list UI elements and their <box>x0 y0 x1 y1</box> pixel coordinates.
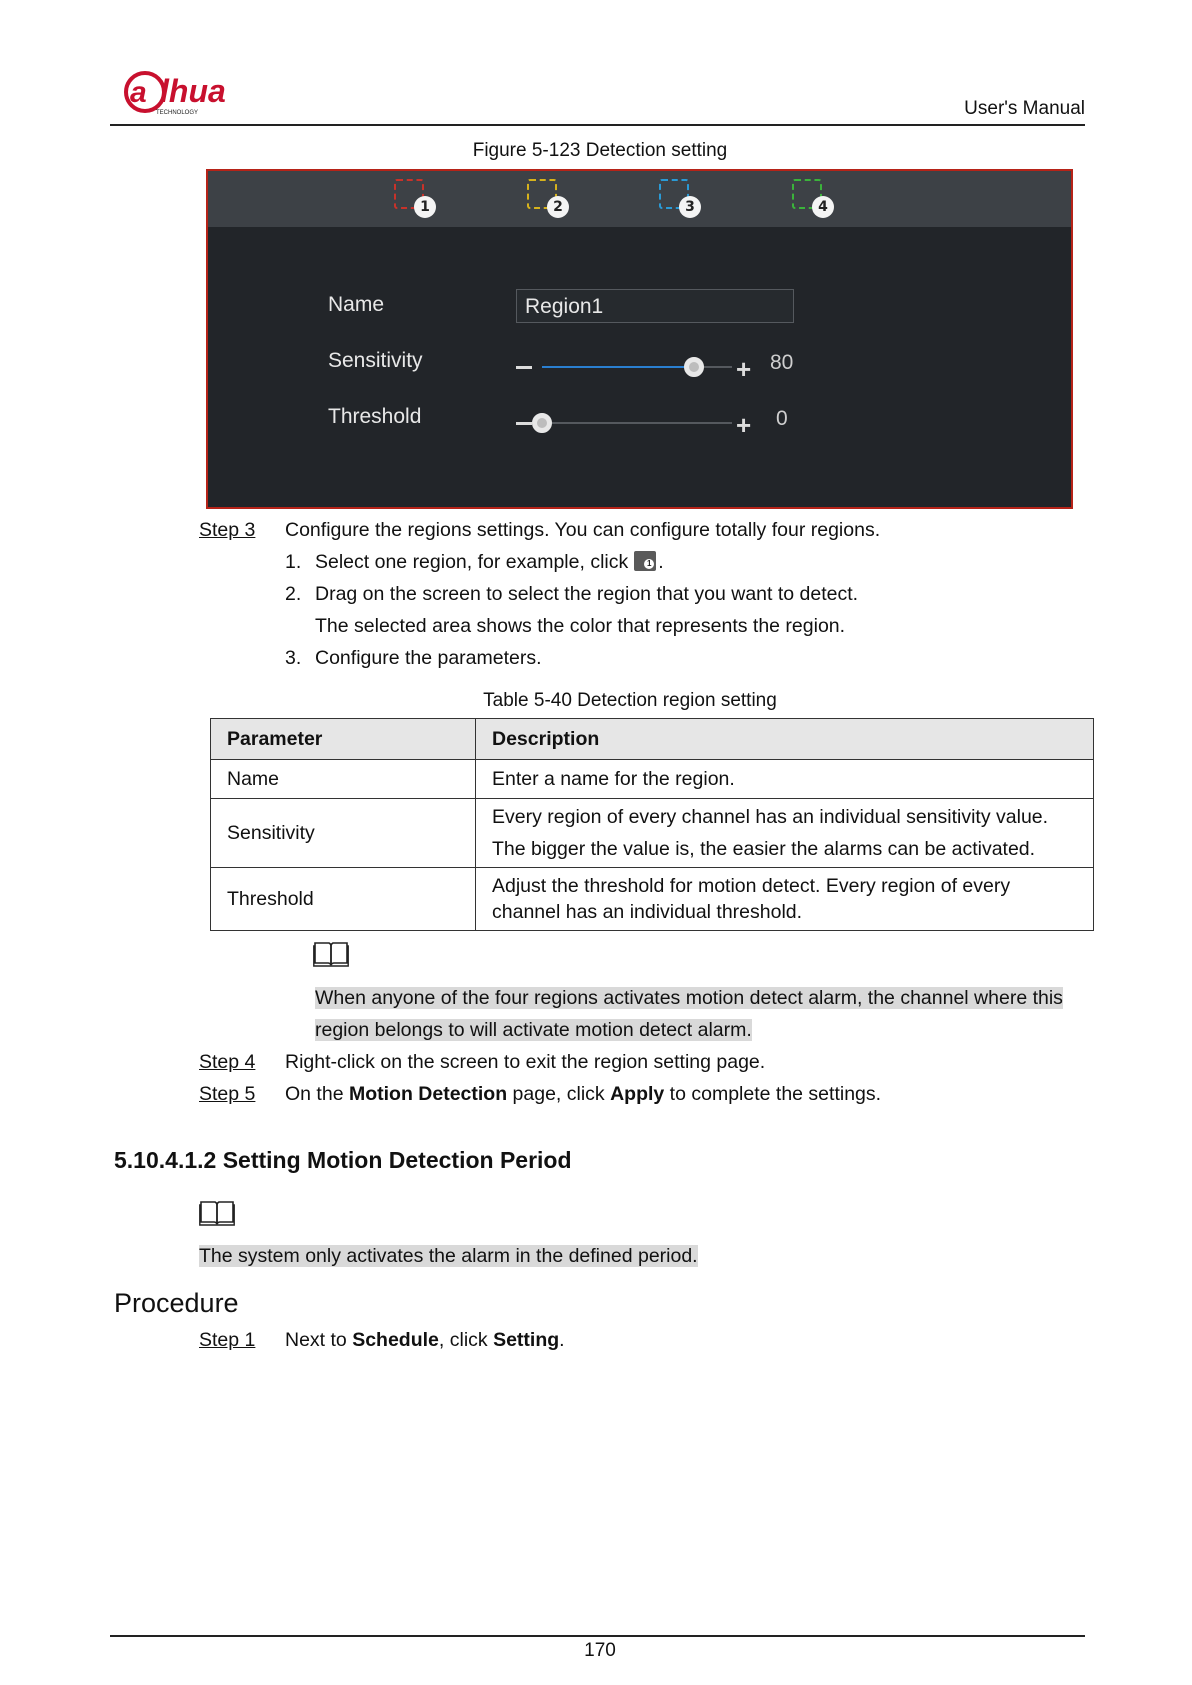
step5-text <box>285 1082 881 1106</box>
step3-item-3-num: 3. <box>285 647 302 669</box>
threshold-value: 0 <box>776 407 788 430</box>
step4-text: Right-click on the screen to exit the region setting page. <box>285 1051 766 1073</box>
sensitivity-slider-thumb[interactable] <box>684 357 704 377</box>
step3-item-1-suffix: . <box>658 551 664 573</box>
table-row <box>211 760 1094 799</box>
name-input[interactable]: Region1 <box>516 289 794 323</box>
region-1-number: 1 <box>414 196 436 218</box>
region-selector-bar <box>208 171 1071 227</box>
note1-line-1-text: When anyone of the four regions activates motion detect alarm, the channel where this <box>315 987 1063 1009</box>
name-label: Name <box>328 293 385 316</box>
table-cell-desc-line: channel has an individual threshold. <box>492 901 803 923</box>
threshold-increase-button[interactable]: + <box>736 410 752 440</box>
table-row <box>211 799 1094 868</box>
table-cell-param: Name <box>211 760 476 799</box>
sensitivity-slider[interactable] <box>542 366 732 368</box>
step3-item-2-extra: The selected area shows the color that represents the region. <box>315 615 846 637</box>
footer-divider <box>110 1635 1085 1637</box>
step1-suffix: . <box>559 1329 565 1351</box>
step5-prefix: On the <box>285 1083 349 1105</box>
step1-bold-schedule: Schedule <box>352 1329 439 1351</box>
table-header-parameter: Parameter <box>211 719 476 760</box>
header-divider <box>110 124 1085 126</box>
region-4-number: 4 <box>812 196 834 218</box>
step5-middle: page, click <box>507 1083 611 1105</box>
step4-label-text: Step 4 <box>199 1051 256 1073</box>
region-2-icon[interactable] <box>527 179 567 219</box>
region-1-inline-number: 1 <box>644 559 654 569</box>
step3-item-2-num: 2. <box>285 583 302 605</box>
table-cell-desc-line: Adjust the threshold for motion detect. Every region of every <box>492 875 1011 897</box>
step1-label <box>199 1328 255 1352</box>
book-icon-graphic <box>313 940 349 968</box>
region-1-icon[interactable] <box>394 179 434 219</box>
region-2-number: 2 <box>547 196 569 218</box>
step3-item-2-text: Drag on the screen to select the region that you want to detect. <box>315 583 859 605</box>
region-3-number: 3 <box>679 196 701 218</box>
threshold-slider-thumb[interactable] <box>532 413 552 433</box>
sensitivity-label: Sensitivity <box>328 349 423 372</box>
note1-line-2 <box>315 1018 752 1042</box>
detection-region-table <box>210 718 1094 931</box>
section-heading: 5.10.4.1.2 Setting Motion Detection Period <box>114 1147 572 1173</box>
procedure-heading: Procedure <box>114 1288 239 1318</box>
table-row <box>211 868 1094 931</box>
threshold-slider[interactable] <box>542 422 732 424</box>
step5-bold-apply: Apply <box>610 1083 665 1105</box>
table-header-description: Description <box>476 719 1094 760</box>
note1-line-2-text: region belongs to will activate motion detect alarm. <box>315 1019 752 1041</box>
manual-title: User's Manual <box>964 98 1085 119</box>
table-cell-desc <box>476 799 1094 868</box>
step1-prefix: Next to <box>285 1329 353 1351</box>
table-cell-param: Threshold <box>211 868 476 931</box>
book-icon-graphic <box>199 1199 235 1227</box>
svg-text:a: a <box>130 76 147 109</box>
dahua-logo-graphic <box>120 70 270 120</box>
sensitivity-value: 80 <box>770 351 794 374</box>
region-1-inline-icon <box>634 551 656 571</box>
table-caption: Table 5-40 Detection region setting <box>483 690 777 711</box>
step3-item-3-text: Configure the parameters. <box>315 647 542 669</box>
sensitivity-slider-fill <box>542 366 694 368</box>
step5-label <box>199 1082 255 1106</box>
figure-caption: Figure 5-123 Detection setting <box>472 140 728 161</box>
threshold-decrease-button[interactable] <box>516 422 532 425</box>
dahua-logo <box>120 70 270 120</box>
detection-setting-figure <box>206 169 1073 509</box>
step5-label-text: Step 5 <box>199 1083 256 1105</box>
table-cell-desc: Enter a name for the region. <box>476 760 1094 799</box>
step5-bold-motion-detection: Motion Detection <box>348 1083 508 1105</box>
note-book-icon <box>199 1199 235 1232</box>
step3-text: Configure the regions settings. You can configure totally four regions. <box>285 519 881 541</box>
step1-text <box>285 1328 565 1352</box>
step3-item-1-num: 1. <box>285 551 302 573</box>
region-4-icon[interactable] <box>792 179 832 219</box>
svg-text:TECHNOLOGY: TECHNOLOGY <box>156 110 199 116</box>
note2-text: The system only activates the alarm in the defined period. <box>199 1245 698 1267</box>
note-book-icon <box>313 940 349 973</box>
step1-label-text: Step 1 <box>199 1329 256 1351</box>
table-header-row <box>211 719 1094 760</box>
threshold-label: Threshold <box>328 405 422 428</box>
step3-item-1-text: Select one region, for example, click <box>315 551 629 573</box>
note2 <box>199 1244 698 1268</box>
step4-label <box>199 1050 255 1074</box>
step3-label <box>199 518 255 542</box>
step1-bold-setting: Setting <box>493 1329 560 1351</box>
page-number: 170 <box>584 1640 616 1661</box>
table-cell-desc-line: The bigger the value is, the easier the alarms can be activated. <box>492 838 1036 860</box>
step3-item-1 <box>315 550 664 574</box>
step1-middle: , click <box>438 1329 494 1351</box>
table-cell-param: Sensitivity <box>211 799 476 868</box>
region-3-icon[interactable] <box>659 179 699 219</box>
sensitivity-decrease-button[interactable] <box>516 366 532 369</box>
note1-line-1 <box>315 986 1063 1010</box>
step5-suffix: to complete the settings. <box>664 1083 882 1105</box>
step3-label-text: Step 3 <box>199 519 256 541</box>
svg-text:lhua: lhua <box>160 73 226 109</box>
table-cell-desc <box>476 868 1094 931</box>
sensitivity-increase-button[interactable]: + <box>736 354 752 384</box>
table-cell-desc-line: Every region of every channel has an individual sensitivity value. <box>492 806 1049 828</box>
